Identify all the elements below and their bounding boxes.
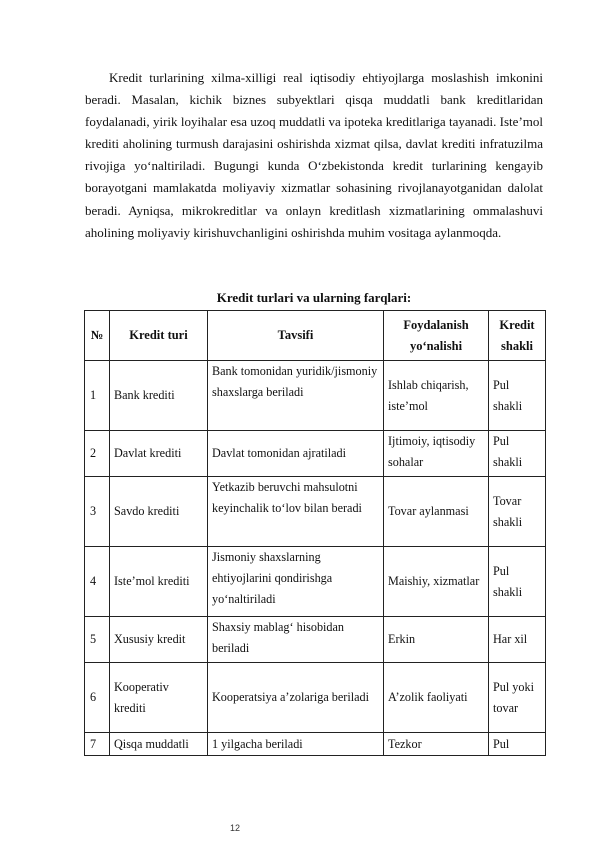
row-number: 7 bbox=[85, 733, 110, 756]
table-row bbox=[85, 617, 546, 663]
credit-type: Kooperativ krediti bbox=[110, 663, 208, 733]
page-number: 12 bbox=[229, 823, 240, 833]
table-row bbox=[85, 547, 546, 617]
header-description: Tavsifi bbox=[208, 311, 384, 361]
credit-type: Savdo krediti bbox=[110, 477, 208, 547]
credit-usage: Erkin bbox=[384, 617, 489, 663]
credit-types-table bbox=[84, 310, 546, 756]
credit-type: Xususiy kredit bbox=[110, 617, 208, 663]
table-row bbox=[85, 733, 546, 756]
credit-description: Kooperatsiya a’zolariga beriladi bbox=[208, 663, 384, 733]
credit-form: Pul shakli bbox=[489, 431, 546, 477]
row-number: 3 bbox=[85, 477, 110, 547]
credit-usage: Maishiy, xizmatlar bbox=[384, 547, 489, 617]
credit-type: Iste’mol krediti bbox=[110, 547, 208, 617]
credit-description: 1 yilgacha beriladi bbox=[208, 733, 384, 756]
credit-usage: Ishlab chiqarish, iste’mol bbox=[384, 361, 489, 431]
header-credit-type: Kredit turi bbox=[110, 311, 208, 361]
credit-type: Davlat krediti bbox=[110, 431, 208, 477]
table-row bbox=[85, 477, 546, 547]
credit-usage: A’zolik faoliyati bbox=[384, 663, 489, 733]
credit-type: Bank krediti bbox=[110, 361, 208, 431]
credit-description: Davlat tomonidan ajratiladi bbox=[208, 431, 384, 477]
row-number: 2 bbox=[85, 431, 110, 477]
table-title: Kredit turlari va ularning farqlari: bbox=[216, 290, 412, 305]
credit-form: Pul yoki tovar bbox=[489, 663, 546, 733]
table-header-row bbox=[85, 311, 546, 361]
credit-form: Pul shakli bbox=[489, 547, 546, 617]
credit-form: Har xil bbox=[489, 617, 546, 663]
header-number: № bbox=[85, 311, 110, 361]
credit-usage: Tezkor bbox=[384, 733, 489, 756]
body-paragraph: Kredit turlarining xilma-xilligi real iqtisodiy ehtiyojlarga moslashish imkonini beradi. Masalan, kichik biznes subyektlari qisqa muddatli bank kreditlaridan foydalanadi, yirik loyihalar esa uzoq muddatli va ipoteka kreditlariga tayanadi. Iste’mol krediti aholining turmush darajasini oshirishda xizmat qilsa, davlat krediti infratuzilma rivojiga yo‘naltiriladi. Bugungi kunda O‘zbekistonda kredit turlarining kengayib borayotgani mamlakatda moliyaviy xizmatlar sohasining rivojlanayotganidan dalolat beradi. Ayniqsa, mikrokreditlar va onlayn kreditlash xizmatlarining ommalashuvi aholining moliyaviy kirishuvchanligini oshirishda muhim vositaga aylanmoqda. bbox=[85, 70, 543, 240]
credit-form: Pul bbox=[489, 733, 546, 756]
table-row bbox=[85, 663, 546, 733]
header-usage: Foydalanish yo‘nalishi bbox=[384, 311, 489, 361]
table-row bbox=[85, 431, 546, 477]
credit-description: Bank tomonidan yuridik/jismoniy shaxslarga beriladi bbox=[208, 361, 384, 431]
row-number: 1 bbox=[85, 361, 110, 431]
row-number: 5 bbox=[85, 617, 110, 663]
header-credit-form: Kredit shakli bbox=[489, 311, 546, 361]
credit-form: Tovar shakli bbox=[489, 477, 546, 547]
credit-description: Jismoniy shaxslarning ehtiyojlarini qondirishga yo‘naltiriladi bbox=[208, 547, 384, 617]
credit-form: Pul shakli bbox=[489, 361, 546, 431]
credit-type: Qisqa muddatli bbox=[110, 733, 208, 756]
credit-description: Yetkazib beruvchi mahsulotni keyinchalik to‘lov bilan beradi bbox=[208, 477, 384, 547]
table-row bbox=[85, 361, 546, 431]
row-number: 4 bbox=[85, 547, 110, 617]
credit-description: Shaxsiy mablag‘ hisobidan beriladi bbox=[208, 617, 384, 663]
row-number: 6 bbox=[85, 663, 110, 733]
credit-usage: Ijtimoiy, iqtisodiy sohalar bbox=[384, 431, 489, 477]
credit-usage: Tovar aylanmasi bbox=[384, 477, 489, 547]
